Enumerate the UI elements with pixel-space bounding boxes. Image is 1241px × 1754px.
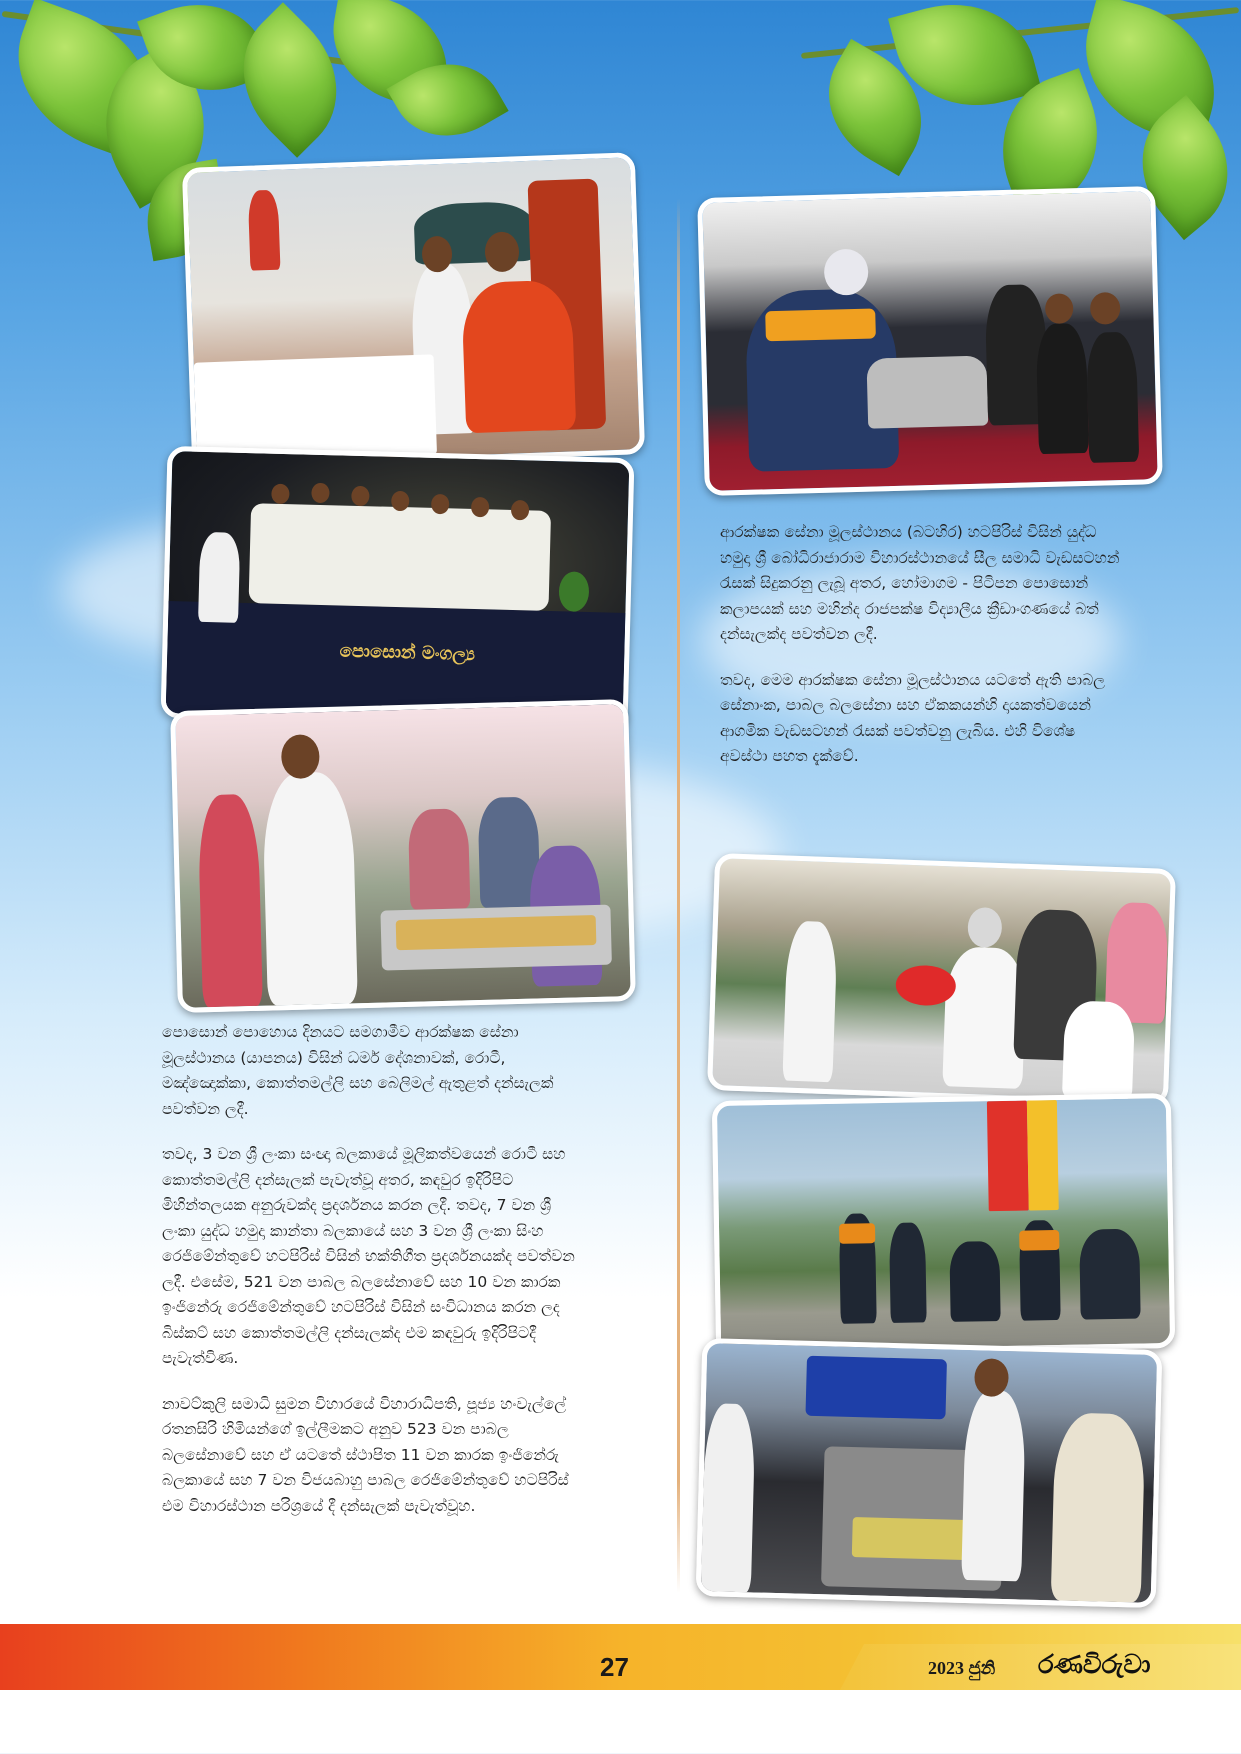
photo-stage-performance: [161, 446, 635, 730]
paragraph: ආරක්ෂක සේනා මූලස්ථානය (බටහිර) හටපිරිස් විසින් යුද්ධ හමුදා ශ්‍රී බෝධිරාජාරාම විහාරස්ථානයේ සීල සමාධි වැඩසටහන් රැසක් සිදුකරනු ලැබූ අතර, හෝමාගම - පිටිපන පොසොන් කලාපයක් සහ මහින්ද රාජපක්ෂ විද්‍යාලීය ක්‍රීඩාංගණයේ බත් දන්සැලක්ද පවත්වන ලදී.: [720, 523, 1120, 643]
left-column-text: [162, 1020, 582, 1539]
stage-banner: පොසොන් මංගල්‍ය: [339, 640, 476, 666]
photo-army-on-shore: [712, 1093, 1175, 1356]
photo-army-serving: [697, 186, 1163, 496]
page-footer: [0, 1624, 1241, 1754]
photo-monk-ceremony: [182, 152, 645, 470]
photo-outdoor-alms: [707, 853, 1176, 1106]
photo-almsgiving-food: [170, 699, 636, 1013]
right-column-text: [720, 520, 1125, 790]
paragraph: තවද, මෙම ආරක්ෂක සේනා මූලස්ථානය යටතේ ඇති පාබල සේනාංක, පාබල බලසේනා සහ ඒකකයන්හි දායකත්වයෙන් ආගමික වැඩසටහන් රැසක් පවත්වනු ලැබිය. එහි විශේෂ අවස්ථා පහත දැක්වේ.: [720, 670, 1105, 765]
paragraph: පොසොන් පොහොය දිනයට සමගාමීව ආරක්ෂක සේනා මූලස්ථානය (යාපනය) විසින් ධර්ම දේශනාවක්, රොටී, මඤ්ඤොක්කා, කොත්තමල්ලි සහ බෙලිමල් ඇතුළත් දන්සැලක් පවත්වන ලදී.: [162, 1023, 554, 1118]
paragraph: තවද, 3 වන ශ්‍රී ලංකා සංඥා බලකායේ මූලිකත්වයෙන් රොටී සහ කොත්තමල්ලි දන්සැලක් පැවැත්වූ අතර, කඳවුර ඉදිරිපිට මිහින්තලයක අනුරුවක්ද ප්‍රදර්ශනය කරන ලදී. තවද, 7 වන ශ්‍රී ලංකා යුද්ධ හමුදා කාන්තා බලකායේ සහ 3 වන ශ්‍රී ලංකා සිංහ රෙජිමේන්තුවේ හටපිරිස් විසින් භක්තිගීත ප්‍රදර්ශනයක්ද පවත්වන ලදී. එසේම, 521 වන පාබල බලසේනාවේ සහ 10 වන කාරක ඉංජිනේරු රෙජිමේන්තුවේ හටපිරිස් විසින් සංවිධානය කරන ලද බිස්කට් සහ කොත්තමල්ලි දන්සැලක්ද එම කඳවුරු ඉදිරිපිටදී පැවැත්විණ.: [162, 1145, 575, 1367]
photo-evening-buffet: [696, 1338, 1163, 1608]
page-number: 27: [600, 1652, 629, 1682]
column-divider: [677, 198, 680, 1593]
paragraph: නාවට්කුලි සමාධි සුමන විහාරයේ විහාරාධිපති, පූජ්‍ය හංවැල්ලේ රතනසිරි හිමියන්ගේ ඉල්ලීමකට අනුව 523 වන පාබල බලසේනාවේ සහ ඒ යටතේ ස්ථාපිත 11 වන කාරක ඉංජිනේරු බලකායේ සහ 7 වන විජයබාහු පාබල රෙජිමේන්තුවේ හටපිරිස් එම විහාරස්ථාන පරිශ්‍රයේ දී දන්සැලක් පැවැත්වූහ.: [162, 1394, 569, 1515]
magazine-logo: රණවිරුවා: [1038, 1650, 1151, 1680]
issue-date: 2023 ජුනි: [928, 1658, 996, 1678]
